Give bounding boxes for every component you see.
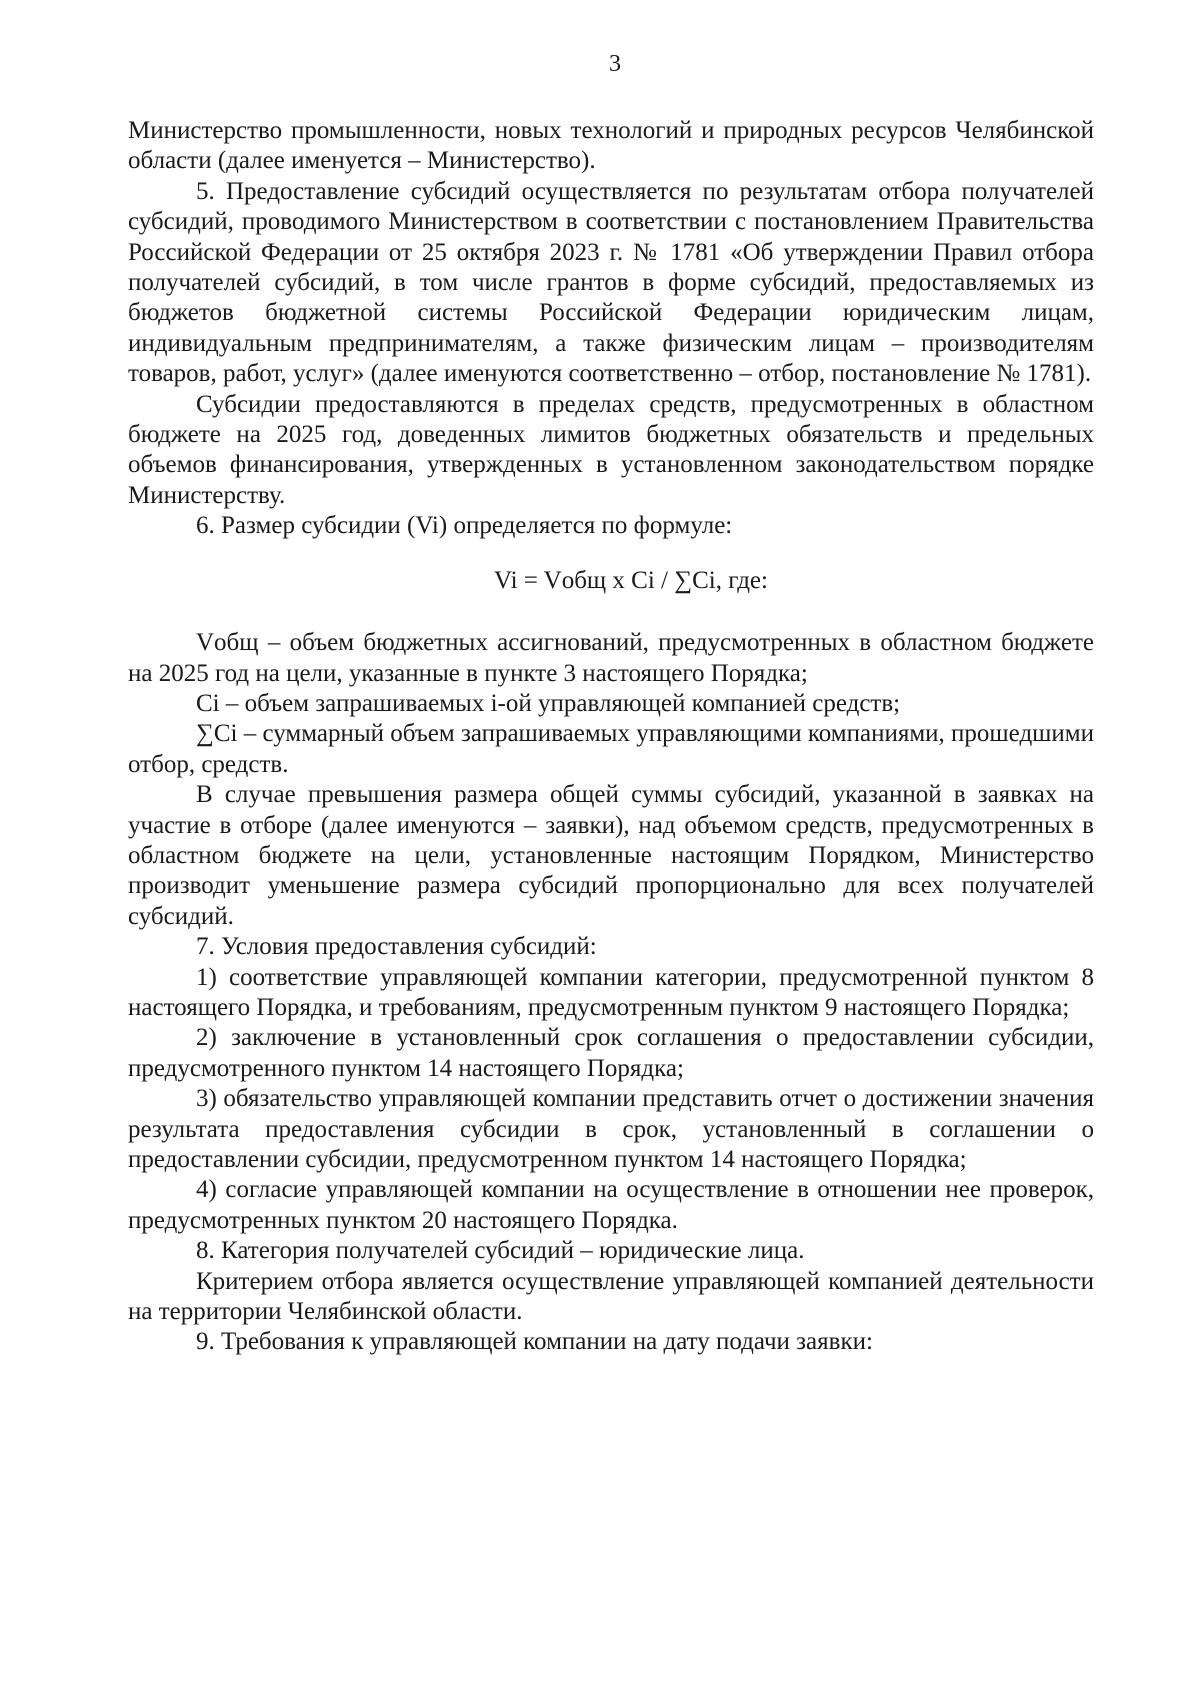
paragraph-continuation: Министерство промышленности, новых технологий и природных ресурсов Челябинской области (далее именуется – Министерство). (128, 117, 1094, 175)
paragraph-subsidy-limits: Субсидии предоставляются в пределах средств, предусмотренных в областном бюджете на 2025 год, доведенных лимитов бюджетных обязательств и предельных объемов финансирования, утвержденных в установленном законодательством порядке Министерству. (128, 390, 1094, 509)
paragraph-selection-criterion: Критерием отбора является осуществление управляющей компанией деятельности на территории Челябинской области. (128, 1267, 1094, 1326)
paragraph-excess-case: В случае превышения размера общей суммы субсидий, указанной в заявках на участие в отборе (далее именуются – заявки), над объемом средств, предусмотренных в областном бюджете на цели, установленные настоящим Порядком, Министерство производит уменьшение размера субсидий пропорционально для всех получателей субсидий. (128, 781, 1094, 930)
paragraph-ci-definition: Ci – объем запрашиваемых i-ой управляющей компанией средств; (196, 689, 901, 717)
paragraph-item-8: 8. Категория получателей субсидий – юридические лица. (196, 1237, 805, 1265)
formula: Vi = Vобщ х Ci / ∑Ci, где: (494, 566, 768, 594)
paragraph-condition-4: 4) согласие управляющей компании на осуществление в отношении нее проверок, предусмотренных пунктом 20 настоящего Порядка. (128, 1176, 1094, 1234)
paragraph-item-9: 9. Требования к управляющей компании на дату подачи заявки: (196, 1328, 873, 1356)
page-number: 3 (609, 51, 621, 77)
paragraph-condition-2: 2) заключение в установленный срок соглашения о предоставлении субсидии, предусмотренного пунктом 14 настоящего Порядка; (128, 1024, 1094, 1082)
paragraph-item-6: 6. Размер субсидии (Vi) определяется по формуле: (196, 512, 733, 540)
document-body (128, 116, 1094, 1358)
paragraph-condition-3: 3) обязательство управляющей компании представить отчет о достижении значения результата предоставления субсидии в срок, установленный в соглашении о предоставлении субсидии, предусмотренном пунктом 14 настоящего Порядка; (128, 1085, 1094, 1173)
paragraph-condition-1: 1) соответствие управляющей компании категории, предусмотренной пунктом 8 настоящего Порядка, и требованиям, предусмотренным пунктом 9 настоящего Порядка; (128, 963, 1094, 1021)
paragraph-item-5: 5. Предоставление субсидий осуществляется по результатам отбора получателей субсидий, проводимого Министерством в соответствии с постановлением Правительства Российской Федерации от 25 октября 2023 г. № 1781 «Об утверждении Правил отбора получателей субсидий, в том числе грантов в форме субсидий, предоставляемых из бюджетов бюджетной системы Российской Федерации юридическим лицам, индивидуальным предпринимателям, а также физическим лицам – производителям товаров, работ, услуг» (далее именуются соответственно – отбор, постановление № 1781). (128, 177, 1094, 388)
paragraph-vobsch-definition: Vобщ – объем бюджетных ассигнований, предусмотренных в областном бюджете на 2025 год на цели, указанные в пункте 3 настоящего Порядка; (128, 629, 1094, 687)
paragraph-sum-ci-definition: ∑Ci – суммарный объем запрашиваемых управляющими компаниями, прошедшими отбор, средств. (128, 720, 1094, 778)
paragraph-item-7: 7. Условия предоставления субсидий: (196, 933, 597, 961)
